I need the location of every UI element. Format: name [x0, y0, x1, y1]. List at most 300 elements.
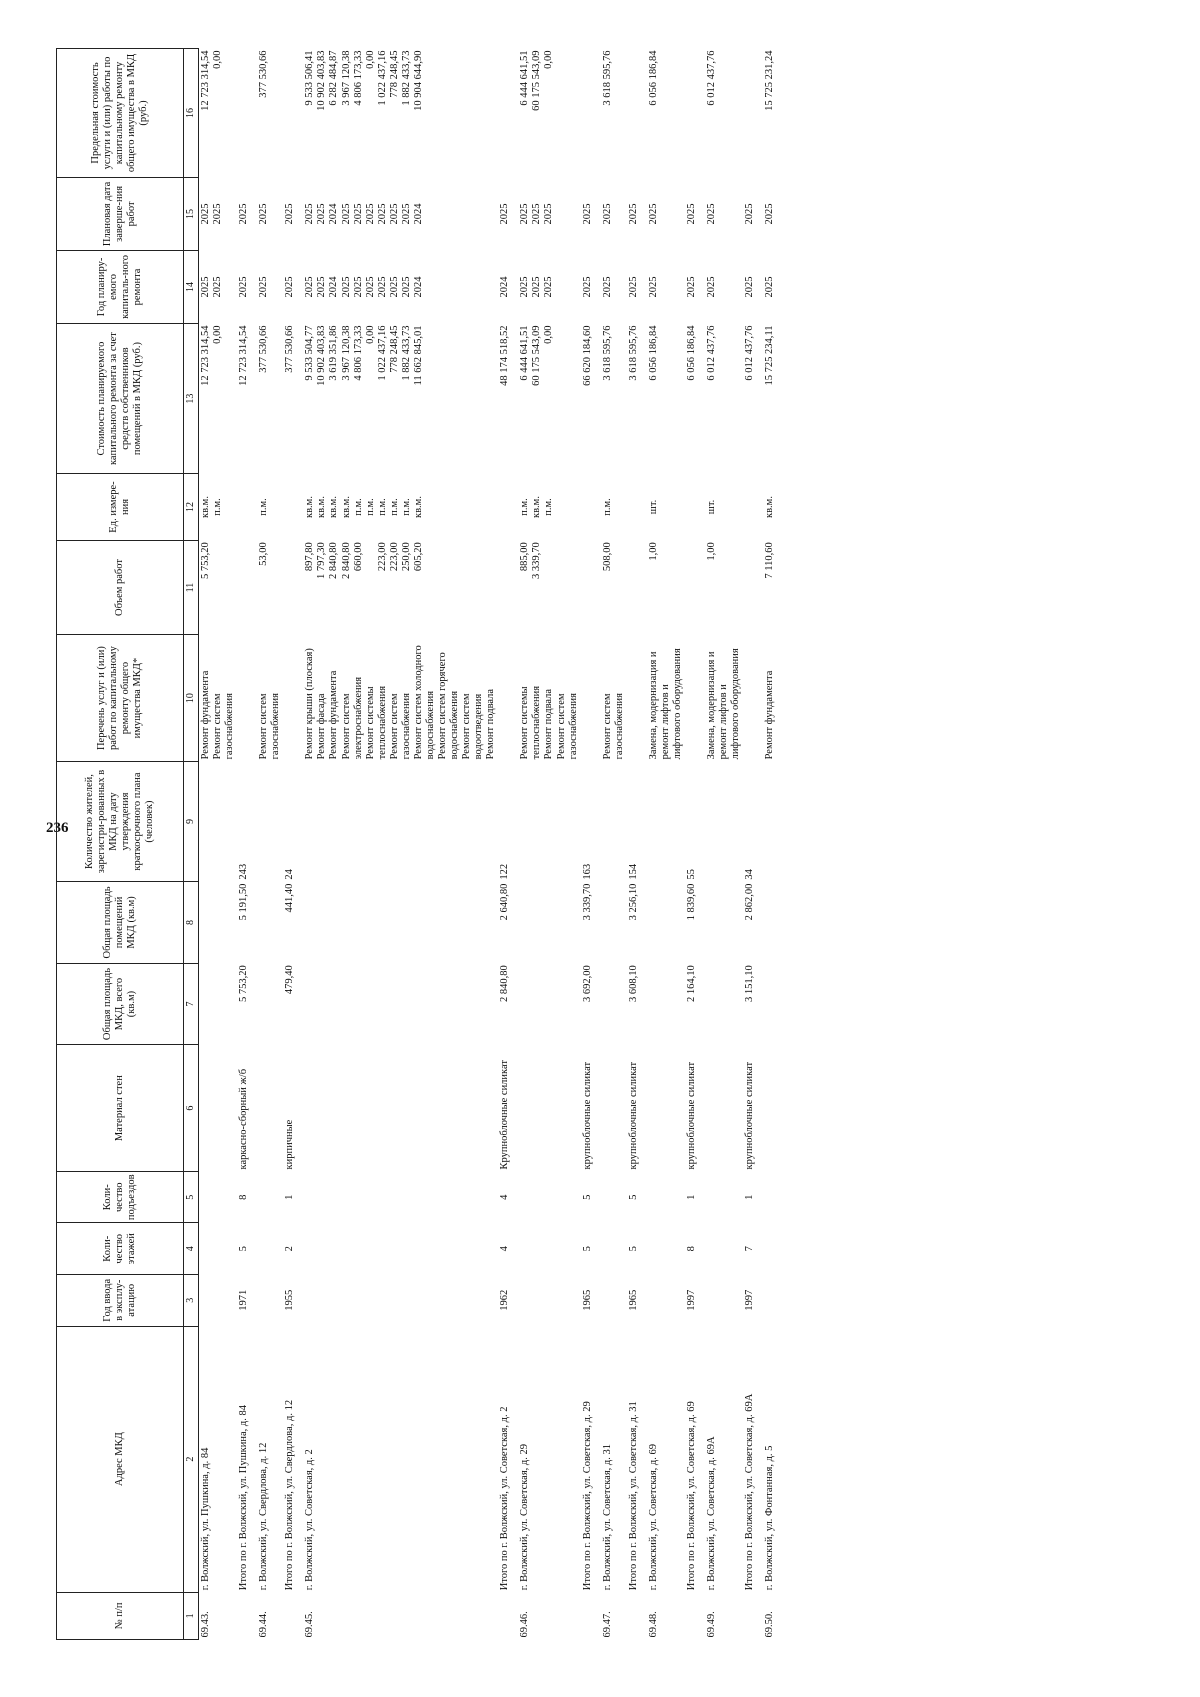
repair-cost-line: 0,00 [543, 325, 555, 344]
repair-cost-line: 377 530,66 [284, 325, 296, 373]
floors [518, 1223, 580, 1275]
work-volume-line: 897,80 [304, 542, 316, 572]
repair-cost-line: 66 620 184,60 [581, 325, 593, 386]
total-row [237, 49, 257, 1640]
end-date-line: 2025 [364, 203, 376, 225]
end-date-line: 2025 [284, 203, 296, 225]
unit [763, 474, 783, 541]
repair-cost [685, 323, 705, 473]
unit [303, 474, 498, 541]
works-list [763, 635, 783, 762]
residents: 154 [627, 863, 639, 880]
total-area [199, 963, 238, 1045]
column-header: Коли-чество подъездов [57, 1171, 184, 1223]
wall-material [303, 1045, 498, 1172]
wall-material [601, 1045, 627, 1172]
repair-cost-line: 6 444 641,51 [519, 325, 531, 381]
works-list-line: Ремонт систем электроснабжения [340, 676, 364, 760]
column-number: 7 [184, 963, 199, 1045]
plan-year [518, 250, 580, 323]
address: г. Волжский, ул. Советская, д. 29 [519, 1443, 531, 1591]
plan-year [498, 250, 518, 323]
row-number: 69.46. [519, 1611, 531, 1638]
column-header: Количество жителей, зарегистри-рованных в МКД на дату утверждения краткосрочного плана (человек) [57, 761, 184, 881]
table-frame [56, 48, 1156, 1640]
repair-cost-line: 12 723 314,54 [200, 325, 211, 386]
table-row [303, 49, 498, 1640]
address: Итого по г. Волжский, ул. Пушкина, д. 84 [238, 1404, 250, 1591]
premises-area [257, 882, 283, 964]
limit-cost-line: 6 444 641,51 [519, 50, 531, 106]
column-number: 1 [184, 1592, 199, 1639]
plan-year-line: 2025 [744, 276, 756, 298]
work-volume [685, 540, 705, 634]
entrances [601, 1171, 627, 1223]
repair-cost-line: 6 012 437,76 [744, 325, 756, 381]
column-number: 8 [184, 882, 199, 964]
work-volume-line: 53,00 [258, 542, 270, 566]
unit [237, 474, 257, 541]
works-list-line: Ремонт систем горячего водоснабжения [437, 652, 461, 760]
commission-year: 1965 [627, 1289, 639, 1311]
plan-year-line: 2025 [364, 276, 376, 298]
wall-material: крупноблочные силикат [744, 1061, 756, 1170]
column-number: 16 [184, 49, 199, 178]
total-area: 479,40 [284, 965, 296, 995]
unit-line: кв.м. [340, 496, 352, 518]
address: Итого по г. Волжский, ул. Советская, д. 69 [685, 1401, 697, 1591]
end-date-line: 2025 [531, 203, 543, 225]
repair-cost-line: 60 175 543,09 [531, 325, 543, 386]
repair-cost [257, 323, 283, 473]
limit-cost [237, 49, 257, 178]
limit-cost-line: 15 725 231,24 [764, 50, 776, 111]
wall-material [518, 1045, 580, 1172]
floors: 4 [499, 1246, 511, 1252]
plan-year [237, 250, 257, 323]
premises-area: 441,40 [284, 883, 296, 913]
works-list [518, 635, 580, 762]
unit [257, 474, 283, 541]
commission-year: 1955 [284, 1289, 296, 1311]
plan-year-line: 2025 [304, 276, 316, 298]
end-date-line: 2025 [200, 203, 211, 225]
address: г. Волжский, ул. Советская, д. 69А [705, 1436, 717, 1591]
works-list [237, 635, 257, 762]
residents: 55 [685, 869, 697, 880]
column-number: 5 [184, 1171, 199, 1223]
address: г. Волжский, ул. Пушкина, д. 84 [200, 1447, 211, 1591]
work-volume-line: 508,00 [601, 542, 613, 572]
commission-year [199, 1275, 238, 1327]
end-date-line: 2025 [647, 203, 659, 225]
works-list-line: Ремонт фундамента [328, 670, 340, 760]
repair-cost-line: 10 902 403,83 [316, 325, 328, 386]
repair-cost-line: 9 533 504,77 [304, 325, 316, 381]
commission-year: 1971 [238, 1289, 250, 1311]
limit-cost-line: 377 530,66 [258, 50, 270, 98]
premises-area [601, 882, 627, 964]
entrances: 4 [499, 1194, 511, 1200]
column-number: 10 [184, 635, 199, 762]
repair-cost [627, 323, 647, 473]
residents [647, 761, 685, 881]
unit-line: кв.м. [531, 496, 543, 518]
end-date [601, 177, 627, 250]
row-number: 69.48. [647, 1611, 659, 1638]
repair-cost-line: 0,00 [364, 325, 376, 344]
unit [705, 474, 743, 541]
unit-line: кв.м. [328, 496, 340, 518]
limit-cost [257, 49, 283, 178]
column-header: Год планиру-емого капиталь-ного ремонта [57, 250, 184, 323]
table-row [647, 49, 685, 1640]
premises-area [303, 882, 498, 964]
commission-year: 1997 [744, 1289, 756, 1311]
limit-cost [763, 49, 783, 178]
entrances: 1 [685, 1194, 697, 1200]
commission-year [647, 1275, 685, 1327]
works-list [283, 635, 303, 762]
end-date [627, 177, 647, 250]
works-list [627, 635, 647, 762]
repair-cost-line: 6 056 186,84 [685, 325, 697, 381]
address: г. Волжский, ул. Советская, д. 69 [647, 1443, 659, 1591]
limit-cost-line: 3 967 120,38 [340, 50, 352, 106]
limit-cost [705, 49, 743, 178]
end-date [257, 177, 283, 250]
unit [743, 474, 763, 541]
total-area: 3 608,10 [627, 965, 639, 1002]
unit [283, 474, 303, 541]
work-volume-line: 223,00 [376, 542, 388, 572]
works-list-line: Ремонт фундамента [200, 670, 211, 760]
limit-cost-line: 6 012 437,76 [705, 50, 717, 106]
works-list [581, 635, 601, 762]
floors: 5 [238, 1246, 250, 1252]
works-list-line: Ремонт систем газоснабжения [555, 692, 579, 760]
commission-year [303, 1275, 498, 1327]
limit-cost [303, 49, 498, 178]
column-number: 11 [184, 540, 199, 634]
residents: 34 [744, 869, 756, 880]
plan-year-line: 2025 [352, 276, 364, 298]
work-volume-line: 1,00 [647, 542, 659, 561]
plan-year-line: 2025 [685, 276, 697, 298]
works-list-line: Ремонт систем газоснабжения [601, 692, 625, 760]
unit [581, 474, 601, 541]
entrances [705, 1171, 743, 1223]
repair-cost-line: 6 056 186,84 [647, 325, 659, 381]
premises-area [518, 882, 580, 964]
work-volume [237, 540, 257, 634]
commission-year: 1962 [499, 1289, 511, 1311]
end-date-line: 2025 [238, 203, 250, 225]
residents [601, 761, 627, 881]
entrances [763, 1171, 783, 1223]
residents [303, 761, 498, 881]
plan-year [743, 250, 763, 323]
repair-cost-line: 12 723 314,54 [238, 325, 250, 386]
wall-material: каркасно-сборный ж/б [238, 1068, 250, 1170]
plan-year-line: 2025 [647, 276, 659, 298]
column-number: 4 [184, 1223, 199, 1275]
repair-cost-line: 1 882 433,73 [400, 325, 412, 381]
unit [627, 474, 647, 541]
wall-material: крупноблочные силикат [581, 1061, 593, 1170]
entrances: 1 [744, 1194, 756, 1200]
end-date [237, 177, 257, 250]
limit-cost-line: 3 618 595,76 [601, 50, 613, 106]
row-number [581, 1592, 601, 1639]
end-date-line: 2025 [705, 203, 717, 225]
unit-line: п.м. [519, 498, 531, 516]
address: Итого по г. Волжский, ул. Советская, д. 31 [627, 1401, 639, 1591]
total-row [498, 49, 518, 1640]
end-date-line: 2024 [328, 203, 340, 225]
column-header: № п/п [57, 1592, 184, 1639]
work-volume-line: 5 753,20 [200, 542, 211, 580]
unit-line: п.м. [364, 498, 376, 516]
column-header: Адрес МКД [57, 1326, 184, 1592]
column-number: 9 [184, 761, 199, 881]
work-volume-line: 885,00 [519, 542, 531, 572]
floors [303, 1223, 498, 1275]
works-list [498, 635, 518, 762]
repair-cost-line: 3 618 595,76 [627, 325, 639, 381]
end-date [743, 177, 763, 250]
column-number-row [184, 49, 199, 1640]
end-date [581, 177, 601, 250]
limit-cost-line: 4 806 173,33 [352, 50, 364, 106]
column-header: Общая площадь МКД, всего (кв.м) [57, 963, 184, 1045]
unit [685, 474, 705, 541]
wall-material: Крупноблочные силикат [499, 1060, 511, 1170]
column-number: 13 [184, 323, 199, 473]
column-header: Общая площадь помещений МКД (кв.м) [57, 882, 184, 964]
column-number: 6 [184, 1045, 199, 1172]
floors [257, 1223, 283, 1275]
end-date-line: 2025 [627, 203, 639, 225]
plan-year [685, 250, 705, 323]
repair-cost-line: 48 174 518,52 [499, 325, 511, 386]
repair-cost [237, 323, 257, 473]
repair-cost [518, 323, 580, 473]
entrances [199, 1171, 238, 1223]
residents [199, 761, 238, 881]
work-volume [601, 540, 627, 634]
repair-cost-line: 1 022 437,16 [376, 325, 388, 381]
total-row [581, 49, 601, 1640]
end-date-line: 2025 [499, 203, 511, 225]
end-date-line: 2025 [352, 203, 364, 225]
wall-material [647, 1045, 685, 1172]
total-row [283, 49, 303, 1640]
total-area [518, 963, 580, 1045]
limit-cost-line: 9 533 506,41 [304, 50, 316, 106]
total-area [257, 963, 283, 1045]
end-date-line: 2025 [376, 203, 388, 225]
limit-cost-line: 60 175 543,09 [531, 50, 543, 111]
entrances: 5 [581, 1194, 593, 1200]
works-list-line: Ремонт систем холодного водоснабжения [412, 645, 436, 760]
work-volume [627, 540, 647, 634]
unit-line: шт. [647, 499, 659, 515]
floors [199, 1223, 238, 1275]
plan-year-line: 2025 [543, 276, 555, 298]
plan-year [303, 250, 498, 323]
repair-cost [743, 323, 763, 473]
total-area: 5 753,20 [238, 965, 250, 1002]
works-list-line: Ремонт систем газоснабжения [258, 692, 282, 760]
works-list-line: Ремонт крыши (плоская) [304, 648, 316, 760]
repair-cost [705, 323, 743, 473]
end-date [199, 177, 238, 250]
floors: 2 [284, 1246, 296, 1252]
floors: 7 [744, 1246, 756, 1252]
floors: 5 [581, 1246, 593, 1252]
end-date-line: 2025 [400, 203, 412, 225]
residents: 24 [284, 869, 296, 880]
plan-year-line: 2025 [284, 276, 296, 298]
work-volume-line [365, 542, 377, 632]
limit-cost [743, 49, 763, 178]
floors: 5 [627, 1246, 639, 1252]
total-area: 2 840,80 [499, 965, 511, 1002]
plan-year-line: 2025 [601, 276, 613, 298]
total-area [601, 963, 627, 1045]
plan-year-line: 2025 [705, 276, 717, 298]
entrances [303, 1171, 498, 1223]
end-date-line: 2025 [258, 203, 270, 225]
limit-cost-line: 10 902 403,83 [316, 50, 328, 111]
unit [601, 474, 627, 541]
work-volume-line: 7 110,60 [764, 542, 776, 579]
entrances: 5 [627, 1194, 639, 1200]
floors [763, 1223, 783, 1275]
plan-year-line: 2025 [340, 276, 352, 298]
floors [647, 1223, 685, 1275]
limit-cost [498, 49, 518, 178]
total-area [763, 963, 783, 1045]
column-number: 14 [184, 250, 199, 323]
wall-material [705, 1045, 743, 1172]
column-header: Стоимость планируемого капитального ремонта за счет средств собственников помещений в МКД (руб.) [57, 323, 184, 473]
address: г. Волжский, ул. Советская, д. 2 [304, 1449, 316, 1591]
residents: 243 [238, 863, 250, 880]
commission-year [705, 1275, 743, 1327]
end-date-line: 2025 [581, 203, 593, 225]
column-number: 15 [184, 177, 199, 250]
plan-year-line: 2025 [376, 276, 388, 298]
end-date-line: 2025 [685, 203, 697, 225]
total-area: 2 164,10 [685, 965, 697, 1002]
work-volume [581, 540, 601, 634]
work-volume [283, 540, 303, 634]
plan-year-line: 2025 [627, 276, 639, 298]
page-number: 236 [46, 820, 69, 836]
repair-cost [199, 323, 238, 473]
limit-cost [199, 49, 238, 178]
table-row [763, 49, 783, 1640]
column-header: Ед. измере-ния [57, 474, 184, 541]
repair-cost-line: 3 619 351,86 [328, 325, 340, 381]
limit-cost [601, 49, 627, 178]
residents: 163 [581, 863, 593, 880]
end-date-line: 2025 [744, 203, 756, 225]
wall-material [199, 1045, 238, 1172]
wall-material: кирпичные [284, 1119, 296, 1170]
limit-cost-line: 1 882 433,73 [400, 50, 412, 106]
unit-line: шт. [705, 499, 717, 515]
residents [705, 761, 743, 881]
works-list-line: Замена, модернизация и ремонт лифтов и лифтового оборудования [705, 648, 742, 760]
table-row [518, 49, 580, 1640]
row-number: 69.50. [764, 1611, 776, 1638]
unit [647, 474, 685, 541]
works-list [303, 635, 498, 762]
end-date [763, 177, 783, 250]
repair-cost-line: 3 618 595,76 [601, 325, 613, 381]
end-date-line: 2025 [316, 203, 328, 225]
repair-cost-line: 6 012 437,76 [705, 325, 717, 381]
plan-year-line: 2025 [212, 276, 224, 298]
row-number: 69.49. [705, 1611, 717, 1638]
repair-cost [283, 323, 303, 473]
premises-area [647, 882, 685, 964]
unit-line: кв.м. [316, 496, 328, 518]
end-date-line: 2025 [388, 203, 400, 225]
work-volume-line: 1 797,30 [316, 542, 328, 580]
premises-area [763, 882, 783, 964]
column-number: 2 [184, 1326, 199, 1592]
work-volume-line [212, 542, 224, 632]
total-row [685, 49, 705, 1640]
table-body [199, 49, 784, 1640]
plan-year-line: 2024 [499, 276, 511, 298]
row-number: 69.47. [601, 1611, 613, 1638]
plan-year [581, 250, 601, 323]
address: г. Волжский, ул. Фонтанная, д. 5 [764, 1445, 776, 1591]
table-row [199, 49, 238, 1640]
column-header: Предельная стоимость услуги и (или) работы по капитальному ремонту общего имущества в МКД (руб.) [57, 49, 184, 178]
row-number: 69.45. [304, 1611, 316, 1638]
repair-cost [498, 323, 518, 473]
end-date-line: 2025 [764, 203, 776, 225]
commission-year [601, 1275, 627, 1327]
end-date [647, 177, 685, 250]
limit-cost-line: 6 282 484,87 [328, 50, 340, 106]
work-volume-line: 250,00 [400, 542, 412, 572]
limit-cost-line: 12 723 314,54 [200, 50, 211, 111]
limit-cost [283, 49, 303, 178]
address: Итого по г. Волжский, ул. Советская, д. 29 [581, 1401, 593, 1591]
row-number [627, 1592, 647, 1639]
end-date [685, 177, 705, 250]
plan-year-line: 2024 [412, 276, 424, 298]
work-volume [743, 540, 763, 634]
entrances [518, 1171, 580, 1223]
work-volume [763, 540, 783, 634]
end-date-line: 2025 [304, 203, 316, 225]
works-list [257, 635, 283, 762]
plan-year-line: 2025 [388, 276, 400, 298]
unit [518, 474, 580, 541]
works-list-line: Ремонт фундамента [764, 670, 776, 760]
premises-area [199, 882, 238, 964]
works-list [601, 635, 627, 762]
work-volume [518, 540, 580, 634]
